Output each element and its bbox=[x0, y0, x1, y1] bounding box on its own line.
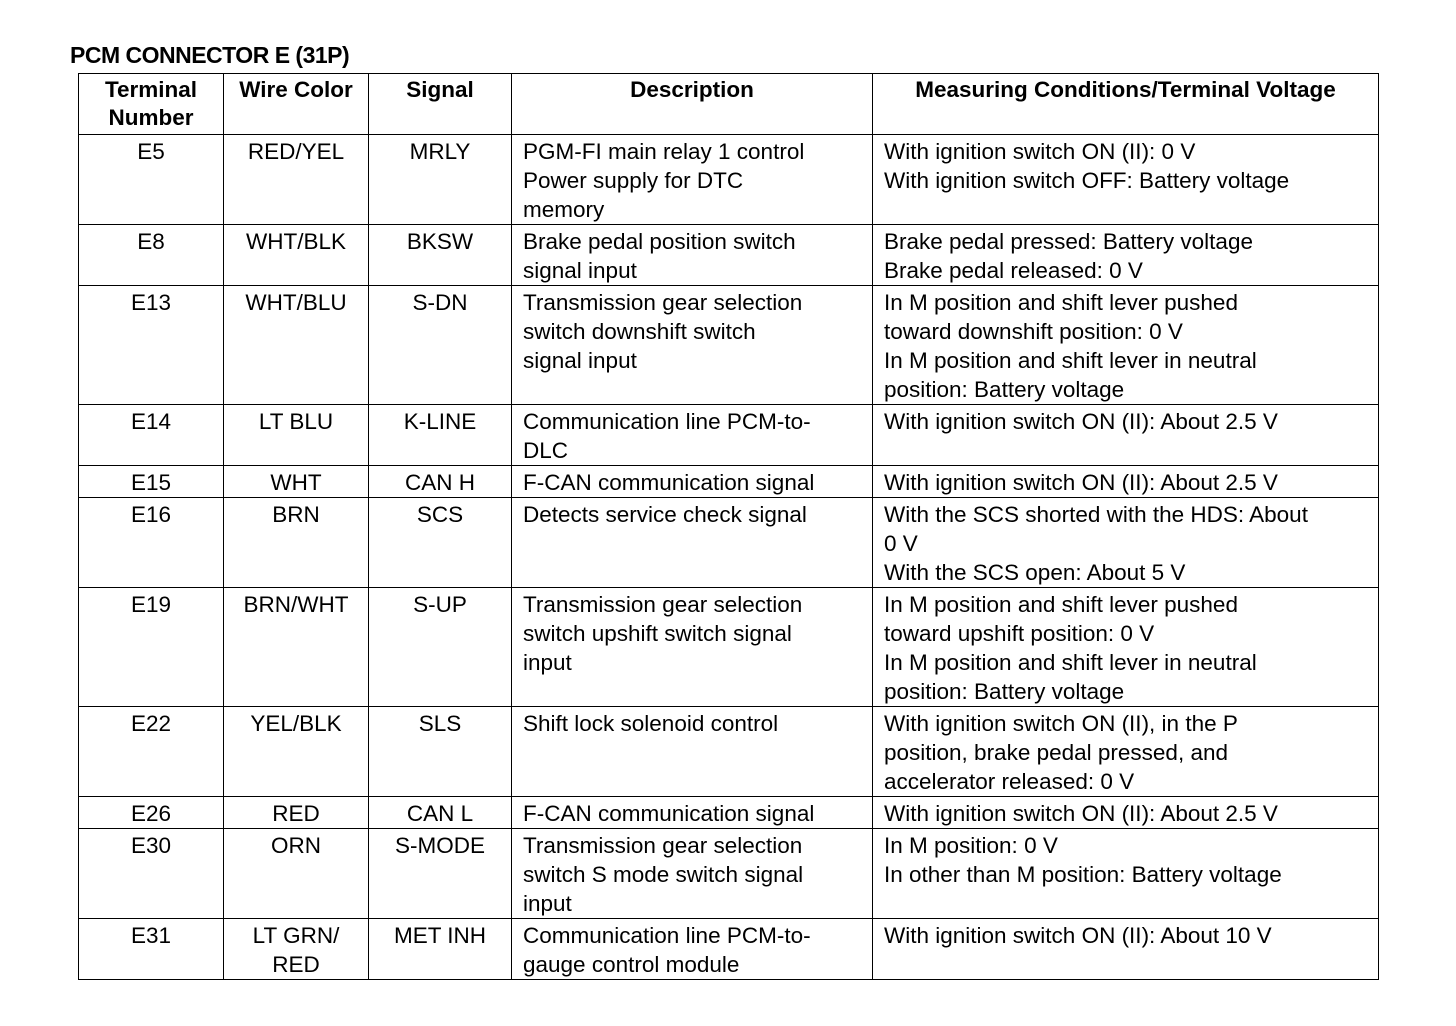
terminal-cell: E16 bbox=[79, 498, 224, 588]
wire-color-cell: BRN bbox=[224, 498, 369, 588]
measuring-cell: With ignition switch ON (II): About 10 V bbox=[873, 919, 1379, 980]
terminal-cell: E13 bbox=[79, 286, 224, 405]
signal-cell: CAN L bbox=[369, 797, 512, 829]
measuring-cell: With ignition switch ON (II): 0 V With ignition switch OFF: Battery voltage bbox=[873, 135, 1379, 225]
description-cell: Brake pedal position switch signal input bbox=[512, 225, 873, 286]
signal-cell: K-LINE bbox=[369, 405, 512, 466]
wire-color-cell: WHT/BLK bbox=[224, 225, 369, 286]
page-title: PCM CONNECTOR E (31P) bbox=[70, 42, 350, 68]
measuring-cell: With ignition switch ON (II): About 2.5 V bbox=[873, 466, 1379, 498]
terminal-cell: E8 bbox=[79, 225, 224, 286]
wire-color-cell: BRN/WHT bbox=[224, 588, 369, 707]
wire-color-cell: RED bbox=[224, 797, 369, 829]
table-row bbox=[79, 797, 1379, 829]
table-row bbox=[79, 405, 1379, 466]
measuring-cell: In M position and shift lever pushed toward upshift position: 0 V In M position and shift lever in neutral position: Battery voltage bbox=[873, 588, 1379, 707]
terminal-cell: E30 bbox=[79, 829, 224, 919]
wire-color-cell: WHT/BLU bbox=[224, 286, 369, 405]
table-row bbox=[79, 829, 1379, 919]
measuring-cell: With the SCS shorted with the HDS: About 0 V With the SCS open: About 5 V bbox=[873, 498, 1379, 588]
measuring-cell: Brake pedal pressed: Battery voltage Brake pedal released: 0 V bbox=[873, 225, 1379, 286]
terminal-cell: E19 bbox=[79, 588, 224, 707]
table-body bbox=[79, 135, 1379, 980]
header-measuring: Measuring Conditions/Terminal Voltage bbox=[873, 74, 1379, 135]
description-cell: Transmission gear selection switch upshift switch signal input bbox=[512, 588, 873, 707]
signal-cell: S-UP bbox=[369, 588, 512, 707]
header-description: Description bbox=[512, 74, 873, 135]
measuring-cell: With ignition switch ON (II), in the P position, brake pedal pressed, and accelerator released: 0 V bbox=[873, 707, 1379, 797]
header-wire-color: Wire Color bbox=[224, 74, 369, 135]
terminal-cell: E14 bbox=[79, 405, 224, 466]
description-cell: F-CAN communication signal bbox=[512, 797, 873, 829]
signal-cell: BKSW bbox=[369, 225, 512, 286]
measuring-cell: With ignition switch ON (II): About 2.5 V bbox=[873, 405, 1379, 466]
terminal-cell: E22 bbox=[79, 707, 224, 797]
description-cell: Communication line PCM-to- gauge control module bbox=[512, 919, 873, 980]
table-row bbox=[79, 919, 1379, 980]
signal-cell: S-MODE bbox=[369, 829, 512, 919]
wire-color-cell: LT GRN/ RED bbox=[224, 919, 369, 980]
table-row bbox=[79, 588, 1379, 707]
signal-cell: S-DN bbox=[369, 286, 512, 405]
header-row bbox=[79, 74, 1379, 135]
terminal-cell: E15 bbox=[79, 466, 224, 498]
table-row bbox=[79, 707, 1379, 797]
connector-table bbox=[78, 73, 1379, 980]
wire-color-cell: LT BLU bbox=[224, 405, 369, 466]
description-cell: F-CAN communication signal bbox=[512, 466, 873, 498]
table-row bbox=[79, 135, 1379, 225]
signal-cell: MRLY bbox=[369, 135, 512, 225]
terminal-cell: E5 bbox=[79, 135, 224, 225]
wire-color-cell: YEL/BLK bbox=[224, 707, 369, 797]
measuring-cell: In M position and shift lever pushed toward downshift position: 0 V In M position and shift lever in neutral position: Battery voltage bbox=[873, 286, 1379, 405]
header-terminal: Terminal Number bbox=[79, 74, 224, 135]
measuring-cell: In M position: 0 V In other than M position: Battery voltage bbox=[873, 829, 1379, 919]
signal-cell: SLS bbox=[369, 707, 512, 797]
table-row bbox=[79, 466, 1379, 498]
description-cell: Communication line PCM-to- DLC bbox=[512, 405, 873, 466]
signal-cell: SCS bbox=[369, 498, 512, 588]
wire-color-cell: RED/YEL bbox=[224, 135, 369, 225]
table-row bbox=[79, 286, 1379, 405]
wire-color-cell: ORN bbox=[224, 829, 369, 919]
wire-color-cell: WHT bbox=[224, 466, 369, 498]
signal-cell: CAN H bbox=[369, 466, 512, 498]
terminal-cell: E26 bbox=[79, 797, 224, 829]
description-cell: Shift lock solenoid control bbox=[512, 707, 873, 797]
measuring-cell: With ignition switch ON (II): About 2.5 V bbox=[873, 797, 1379, 829]
table-row bbox=[79, 225, 1379, 286]
description-cell: Transmission gear selection switch downshift switch signal input bbox=[512, 286, 873, 405]
table-row bbox=[79, 498, 1379, 588]
signal-cell: MET INH bbox=[369, 919, 512, 980]
description-cell: PGM-FI main relay 1 control Power supply for DTC memory bbox=[512, 135, 873, 225]
description-cell: Detects service check signal bbox=[512, 498, 873, 588]
header-signal: Signal bbox=[369, 74, 512, 135]
description-cell: Transmission gear selection switch S mode switch signal input bbox=[512, 829, 873, 919]
terminal-cell: E31 bbox=[79, 919, 224, 980]
